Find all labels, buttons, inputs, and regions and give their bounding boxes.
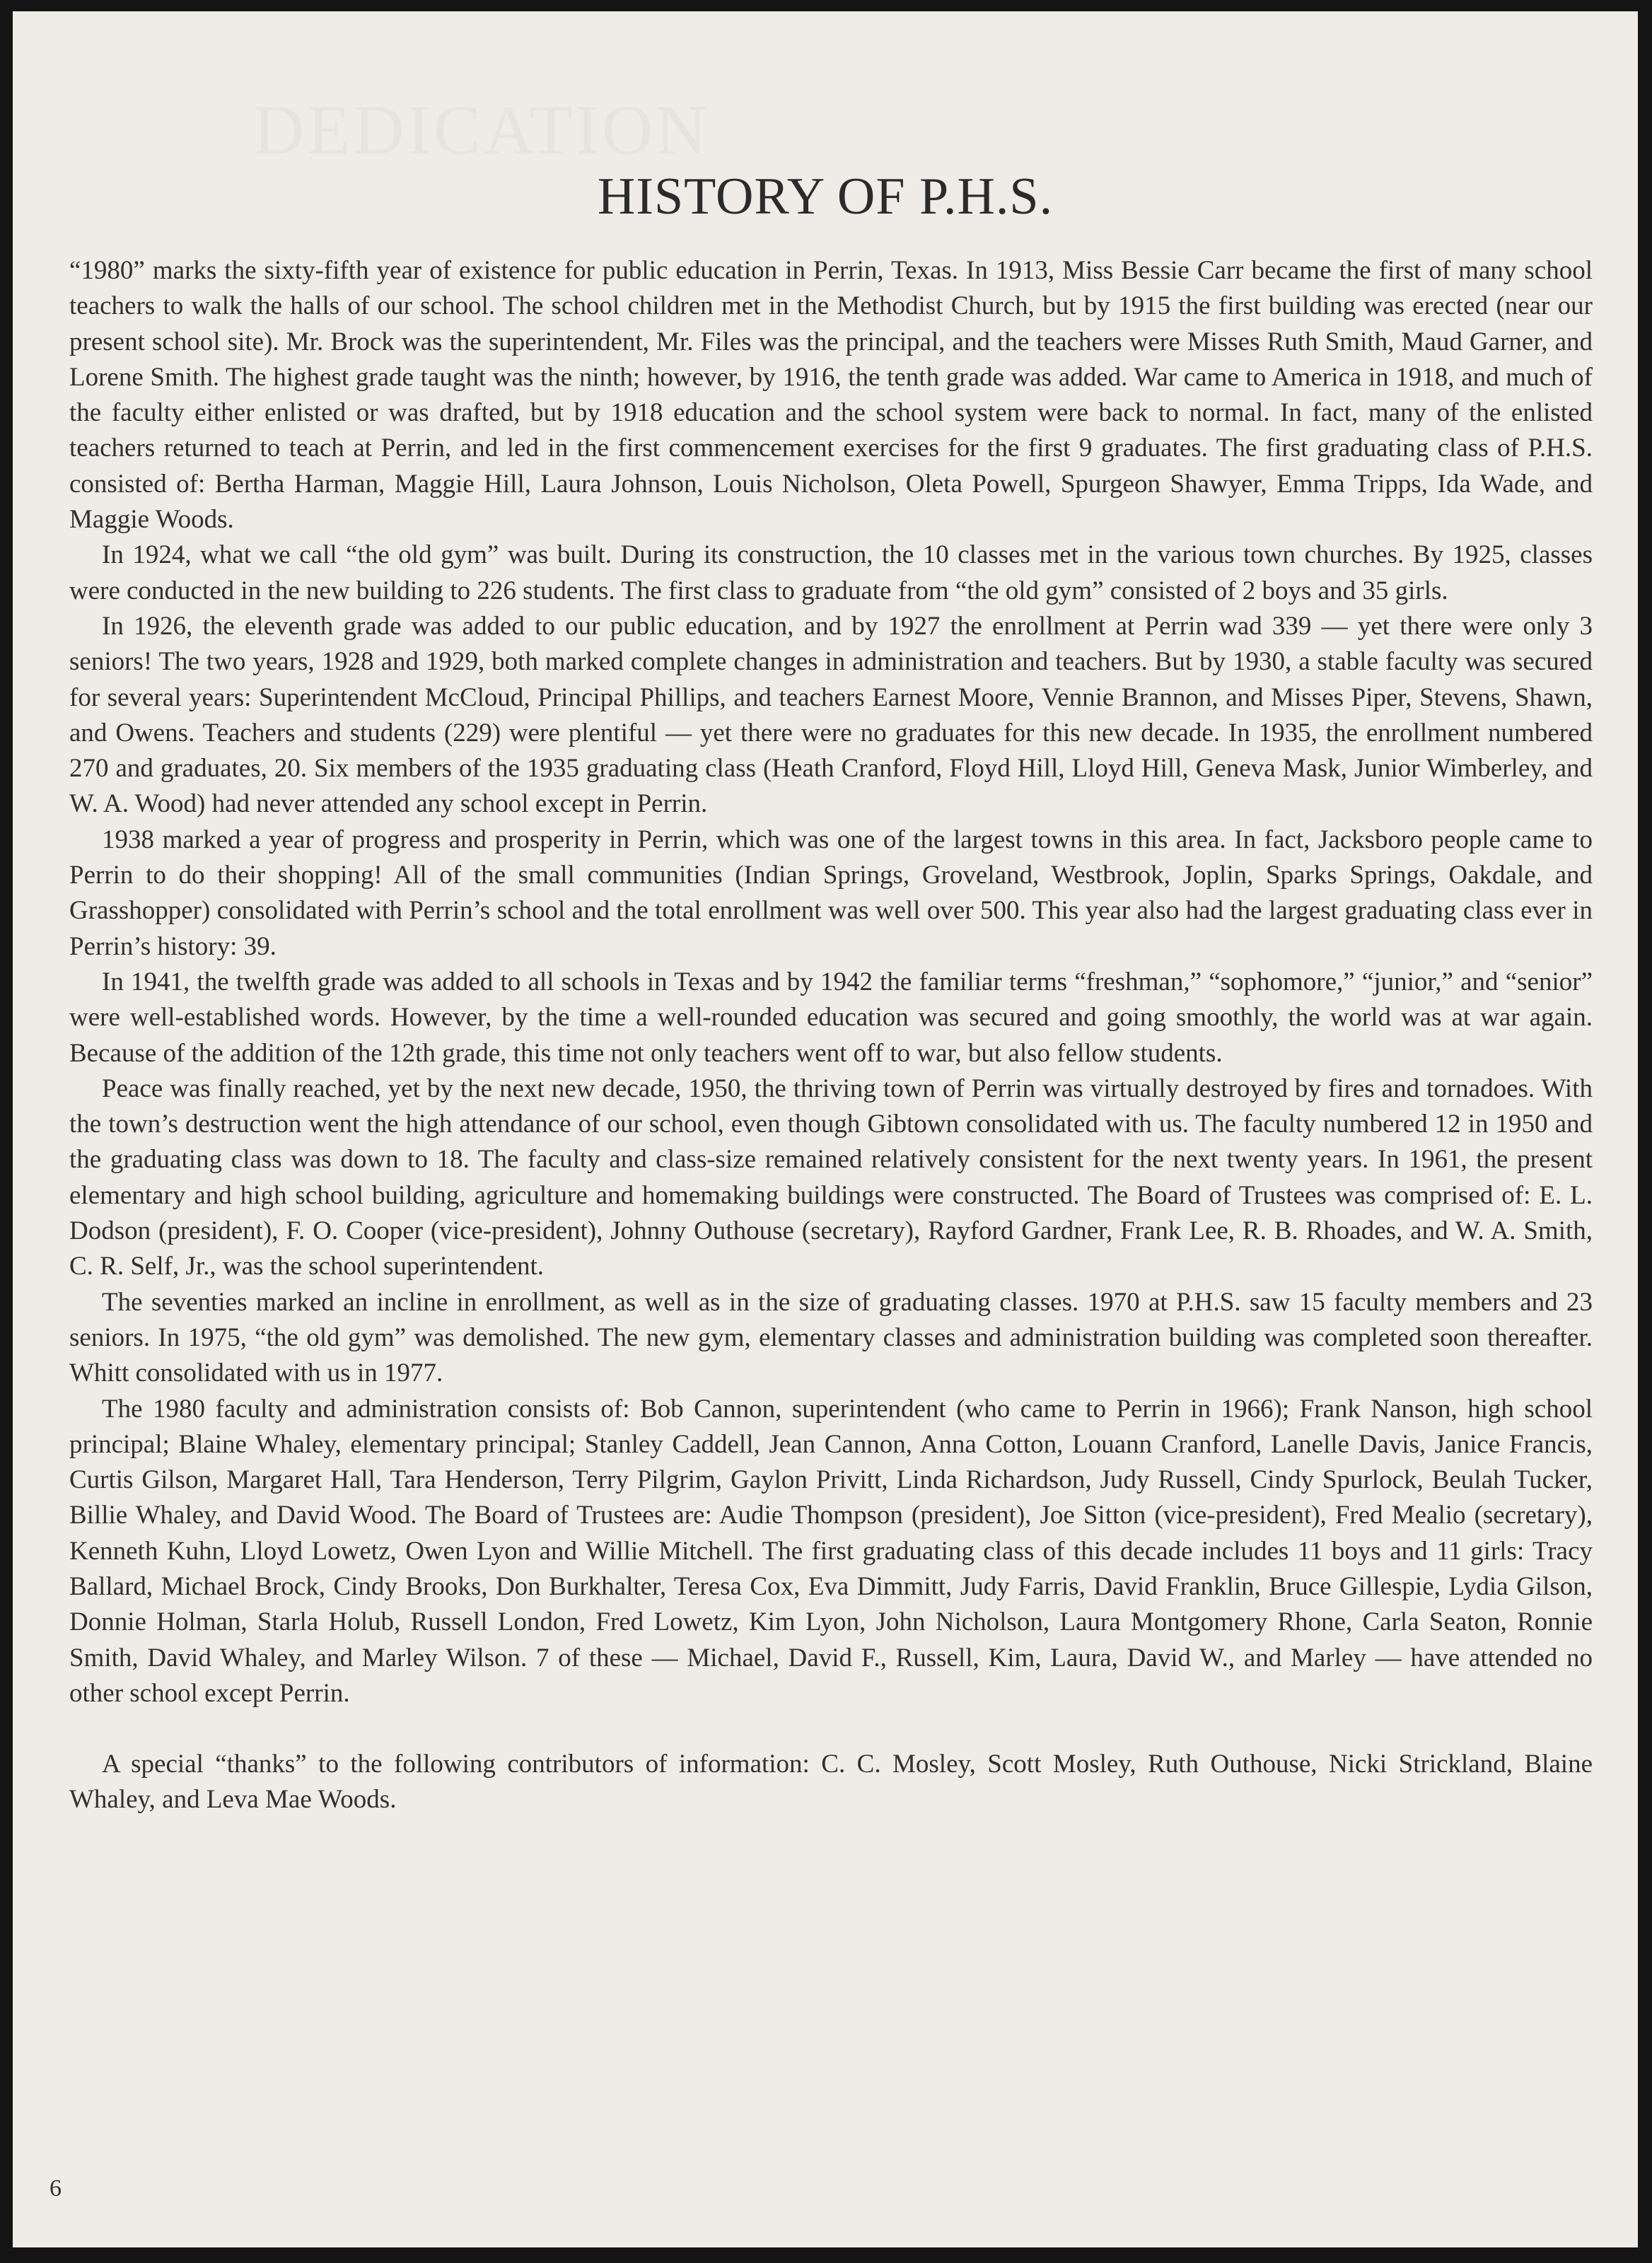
article-body (69, 253, 1593, 1818)
paragraph-1980-faculty: The 1980 faculty and administration consists of: Bob Cannon, superintendent (who came to Perrin in 1966); Frank Nanson, high school principal; Blaine Whaley, elementary principal; Stanley Caddell, Jean Cannon, Anna Cotton, Louann Cranford, Lanelle Davis, Janice Francis, Curtis Gilson, Margaret Hall, Tara Henderson, Terry Pilgrim, Gaylon Privitt, Linda Richardson, Judy Russell, Cindy Spurlock, Beulah Tucker, Billie Whaley, and David Wood. The Board of Trustees are: Audie Thompson (president), Joe Sitton (vice-president), Fred Mealio (secretary), Kenneth Kuhn, Lloyd Lowetz, Owen Lyon and Willie Mitchell. The first graduating class of this decade includes 11 boys and 11 girls: Tracy Ballard, Michael Brock, Cindy Brooks, Don Burkhalter, Teresa Cox, Eva Dimmitt, Judy Farris, David Franklin, Bruce Gillespie, Lydia Gilson, Donnie Holman, Starla Holub, Russell London, Fred Lowetz, Kim Lyon, John Nicholson, Laura Montgomery Rhone, Carla Seaton, Ronnie Smith, David Whaley, and Marley Wilson. 7 of these — Michael, David F., Russell, Kim, Laura, David W., and Marley — have attended no other school except Perrin. (69, 1394, 1593, 1708)
paragraph-seventies: The seventies marked an incline in enrollment, as well as in the size of graduating classes. 1970 at P.H.S. saw 15 faculty members and 23 seniors. In 1975, “the old gym” was demolished. The new gym, elementary classes and administration building was completed soon thereafter. Whitt consolidated with us in 1977. (69, 1287, 1593, 1388)
paragraph-1941-twelfth-grade: In 1941, the twelfth grade was added to all schools in Texas and by 1942 the familiar terms “freshman,” “sophomore,” “junior,” and “senior” were well-established words. However, by the time a well-rounded education was secured and going smoothly, the world was at war again. Because of the addition of the 12th grade, this time not only teachers went off to war, but also fellow students. (69, 967, 1593, 1068)
paragraph-1924-old-gym: In 1924, what we call “the old gym” was built. During its construction, the 10 classes met in the various town churches. By 1925, classes were conducted in the new building to 226 students. The first class to graduate from “the old gym” consisted of 2 boys and 35 girls. (69, 540, 1593, 605)
page-number: 6 (50, 2175, 62, 2201)
paragraph-1913-founding: “1980” marks the sixty-fifth year of existence for public education in Perrin, Texas. In 1913, Miss Bessie Carr became the first of many school teachers to walk the halls of our school. The school children met in the Methodist Church, but by 1915 the first building was erected (near our present school site). Mr. Brock was the superintendent, Mr. Files was the principal, and the teachers were Misses Ruth Smith, Maud Garner, and Lorene Smith. The highest grade taught was the ninth; however, by 1916, the tenth grade was added. War came to America in 1918, and much of the faculty either enlisted or was drafted, but by 1918 education and the school system were back to normal. In fact, many of the enlisted teachers returned to teach at Perrin, and led in the first commencement exercises for the first 9 graduates. The first graduating class of P.H.S. consisted of: Bertha Harman, Maggie Hill, Laura Johnson, Louis Nicholson, Oleta Powell, Spurgeon Shawyer, Emma Tripps, Ida Wade, and Maggie Woods. (69, 256, 1593, 535)
page (13, 11, 1638, 2247)
paragraph-1926-eleventh-grade: In 1926, the eleventh grade was added to our public education, and by 1927 the enrollment at Perrin wad 339 — yet there were only 3 seniors! The two years, 1928 and 1929, both marked complete changes in administration and teachers. But by 1930, a stable faculty was secured for several years: Superintendent McCloud, Principal Phillips, and teachers Earnest Moore, Vennie Brannon, and Misses Piper, Stevens, Shawn, and Owens. Teachers and students (229) were plentiful — yet there were no graduates for this new decade. In 1935, the enrollment numbered 270 and graduates, 20. Six members of the 1935 graduating class (Heath Cranford, Floyd Hill, Lloyd Hill, Geneva Mask, Junior Wimberley, and W. A. Wood) had never attended any school except in Perrin. (69, 611, 1593, 819)
faded-watermark-heading: DEDICATION (253, 91, 710, 169)
page-title: HISTORY OF P.H.S. (597, 168, 1054, 226)
paragraph-1938-progress: 1938 marked a year of progress and prosperity in Perrin, which was one of the largest towns in this area. In fact, Jacksboro people came to Perrin to do their shopping! All of the small communities (Indian Springs, Groveland, Westbrook, Joplin, Sparks Springs, Oakdale, and Grasshopper) consolidated with Perrin’s school and the total enrollment was well over 500. This year also had the largest graduating class ever in Perrin’s history: 39. (69, 825, 1593, 961)
paragraph-acknowledgements: A special “thanks” to the following contributors of information: C. C. Mosley, Scott Mosley, Ruth Outhouse, Nicki Strickland, Blaine Whaley, and Leva Mae Woods. (69, 1750, 1593, 1815)
paragraph-1950-destruction: Peace was finally reached, yet by the next new decade, 1950, the thriving town of Perrin was virtually destroyed by fires and tornadoes. With the town’s destruction went the high attendance of our school, even though Gibtown consolidated with us. The faculty numbered 12 in 1950 and the graduating class was down to 18. The faculty and class-size remained relatively consistent for the next twenty years. In 1961, the present elementary and high school building, agriculture and homemaking buildings were constructed. The Board of Trustees was comprised of: E. L. Dodson (president), F. O. Cooper (vice-president), Johnny Outhouse (secretary), Rayford Gardner, Frank Lee, R. B. Rhoades, and W. A. Smith, C. R. Self, Jr., was the school superintendent. (69, 1074, 1593, 1281)
